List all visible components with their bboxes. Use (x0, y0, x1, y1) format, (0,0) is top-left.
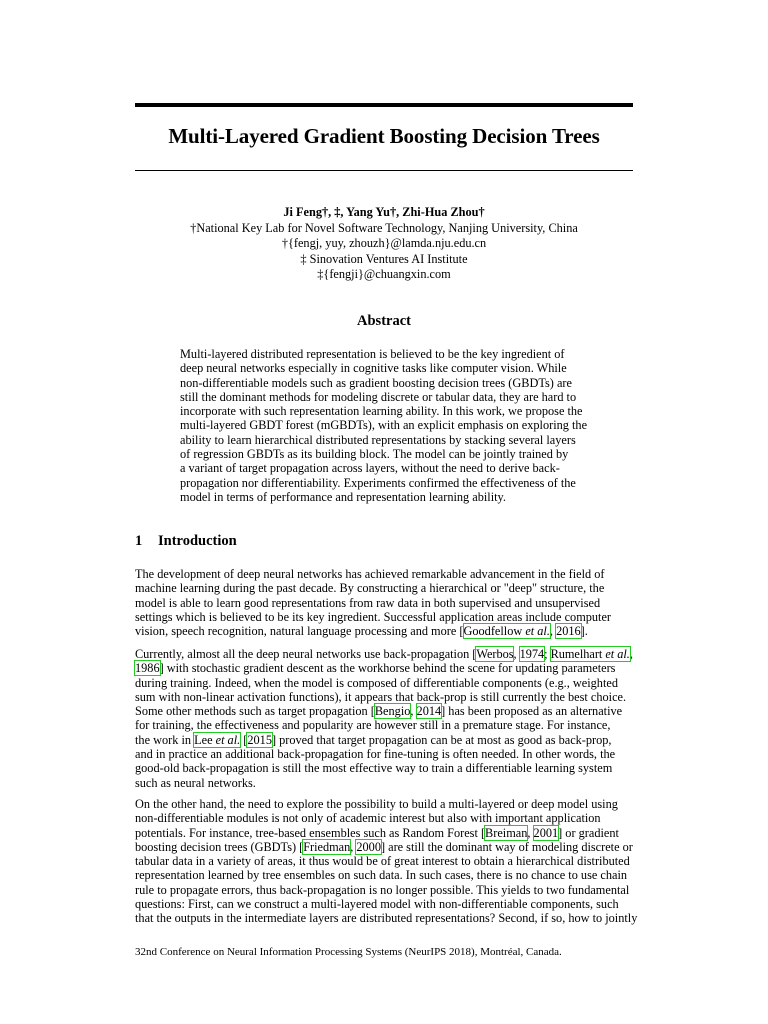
citation-year-link[interactable]: 2014 (416, 704, 442, 719)
body-line (135, 826, 633, 840)
citation-link[interactable]: Werbos (476, 647, 514, 661)
body-line: during training. Indeed, when the model is composed of differentiable components (e.g., weighted (135, 675, 618, 690)
text-run: , (350, 839, 357, 854)
body-line: questions: First, can we construct a multi-layered model with non-differentiable components, such (135, 897, 619, 912)
text-run: boosting decision trees (GBDTs) [ (135, 839, 304, 854)
body-line: such as neural networks. (135, 775, 256, 790)
body-line: good-old back-propagation is still the most effective way to train a differentiable learning system (135, 761, 613, 776)
author-block (0, 205, 768, 283)
text-run: Currently, almost all the deep neural networks use back-propagation [ (135, 647, 477, 661)
abstract-line: multi-layered GBDT forest (mGBDTs), with an explicit emphasis on exploring the (180, 418, 588, 433)
body-line (135, 840, 633, 854)
citation-link[interactable] (194, 733, 240, 747)
affiliation-1: †National Key Lab for Novel Software Technology, Nanjing University, China (190, 220, 578, 235)
abstract-heading: Abstract (357, 313, 411, 329)
abstract-line: model in terms of performance and representation learning ability. (180, 489, 506, 504)
citation-etal: et al. (605, 647, 630, 661)
abstract-line: still the dominant methods for modeling discrete or tabular data, they are hard to (180, 389, 577, 404)
text-run: , (527, 825, 534, 840)
section-number: 1 (135, 533, 143, 549)
body-line: On the other hand, the need to explore the possibility to build a multi-layered or deep model using (135, 797, 618, 811)
body-line: machine learning during the past decade. By constructing a hierarchical or "deep" structure, the (135, 581, 605, 596)
body-line: rule to propagate errors, thus back-propagation is no longer possible. This yields to two fundamental (135, 882, 630, 897)
text-run: ]. (580, 624, 588, 639)
affiliation-2: ‡ Sinovation Ventures AI Institute (300, 251, 468, 266)
text-run: ] has been proposed as an alternative (441, 704, 623, 719)
body-line (135, 624, 633, 638)
abstract-line: incorporate with such representation learning ability. In this work, we propose the (180, 404, 583, 419)
author-names: Ji Feng†, ‡, Yang Yu†, Zhi-Hua Zhou† (283, 205, 485, 219)
text-run: ] proved that target propagation can be at most as good as back-prop, (271, 732, 612, 747)
citation-link[interactable]: Breiman (485, 825, 528, 840)
intro-paragraph-1 (135, 567, 633, 638)
citation-etal: et al. (525, 624, 550, 639)
body-line: tabular data in a variety of areas, it thus would be of great interest to obtain a hierarchical distributed (135, 854, 630, 869)
title-top-rule (135, 103, 633, 107)
abstract-body (180, 347, 588, 504)
text-run: , (513, 647, 520, 661)
citation-year-link[interactable]: 1986 (135, 661, 160, 676)
body-line (135, 661, 633, 675)
paper-title: Multi-Layered Gradient Boosting Decision Trees (168, 124, 600, 148)
citation-year-link[interactable]: 2016 (556, 624, 581, 639)
text-run: potentials. For instance, tree-based ensembles such as Random Forest [ (135, 825, 486, 840)
body-line: and in practice an additional back-propagation for fine-tuning is often needed. In other words, the (135, 747, 616, 762)
body-line (135, 704, 633, 718)
conference-footer: 32nd Conference on Neural Information Processing Systems (NeurIPS 2018), Montréal, Canada. (135, 946, 562, 958)
text-run: ; (544, 647, 551, 661)
citation-year-link[interactable]: 1974 (519, 647, 545, 661)
title-bottom-rule (135, 170, 633, 171)
body-line: model is able to learn good representations from raw data in both supervised and unsupervised (135, 595, 601, 610)
citation-link[interactable]: Bengio (374, 704, 411, 719)
text-run: ] with stochastic gradient descent as the workhorse behind the scene for updating parameters (159, 661, 616, 676)
body-line: representation learned by tree ensembles on such data. In such cases, there is no chance to use chain (135, 868, 628, 883)
abstract-line: a variant of target propagation across layers, without the need to derive back- (180, 461, 560, 476)
abstract-line: of regression GBDTs as its building block. The model can be jointly trained by (180, 447, 569, 462)
abstract-line: Multi-layered distributed representation is believed to be the key ingredient of (180, 347, 565, 361)
body-line: non-differentiable modules is not only of academic interest but also with important application (135, 811, 601, 826)
text-run: ] or gradient (558, 825, 619, 840)
abstract-line: deep neural networks especially in cognitive tasks like computer vision. While (180, 361, 567, 376)
text-run: ] are still the dominant way of modeling discrete or (380, 839, 633, 854)
body-line: for training, the effectiveness and popularity are however still in a premature stage. For instance, (135, 718, 611, 733)
text-run: , (629, 647, 633, 661)
text-run: Some other methods such as target propagation [ (135, 704, 375, 719)
citation-year-link[interactable]: 2015 (247, 732, 272, 747)
citation-link[interactable]: Friedman (303, 839, 351, 854)
abstract-line: non-differentiable models such as gradient boosting decision trees (GBDTs) are (180, 375, 572, 390)
citation-etal: et al. (215, 732, 241, 747)
text-run: the work in (135, 732, 195, 747)
citation-year-link[interactable]: 2000 (356, 839, 381, 854)
text-run: , (410, 704, 417, 719)
body-line: that the outputs in the intermediate layers are distributed representations? Second, if so, how to jointly (135, 911, 638, 926)
abstract-line: ability to learn hierarchical distributed representations by stacking several layers (180, 432, 576, 447)
body-line: The development of deep neural networks has achieved remarkable advancement in the field of (135, 567, 605, 581)
citation-link[interactable] (464, 624, 550, 638)
body-line (135, 733, 633, 747)
abstract-line: propagation nor differentiability. Experiments confirmed the effectiveness of the (180, 475, 576, 490)
text-run: [ (240, 732, 248, 747)
email-1: †{fengj, yuy, zhouzh}@lamda.nju.edu.cn (281, 236, 487, 250)
section-title: Introduction (158, 533, 237, 549)
citation-author: Rumelhart (550, 647, 603, 661)
intro-paragraph-3 (135, 797, 638, 926)
email-2: ‡{fengji}@chuangxin.com (317, 267, 451, 281)
intro-paragraph-2 (135, 647, 633, 790)
text-run: vision, speech recognition, natural language processing and more [ (135, 624, 464, 639)
text-run: , (549, 624, 557, 639)
citation-year-link[interactable]: 2001 (533, 825, 559, 840)
citation-author: Goodfellow (463, 624, 523, 639)
citation-link[interactable] (551, 647, 630, 661)
body-line (135, 647, 633, 661)
body-line: settings which is believed to be its key ingredient. Successful application areas include computer (135, 609, 612, 624)
body-line: sum with non-linear activation functions), it appears that back-prop is still currently the best choice. (135, 689, 627, 704)
section-heading-introduction (135, 533, 237, 550)
citation-author: Lee (194, 732, 213, 747)
